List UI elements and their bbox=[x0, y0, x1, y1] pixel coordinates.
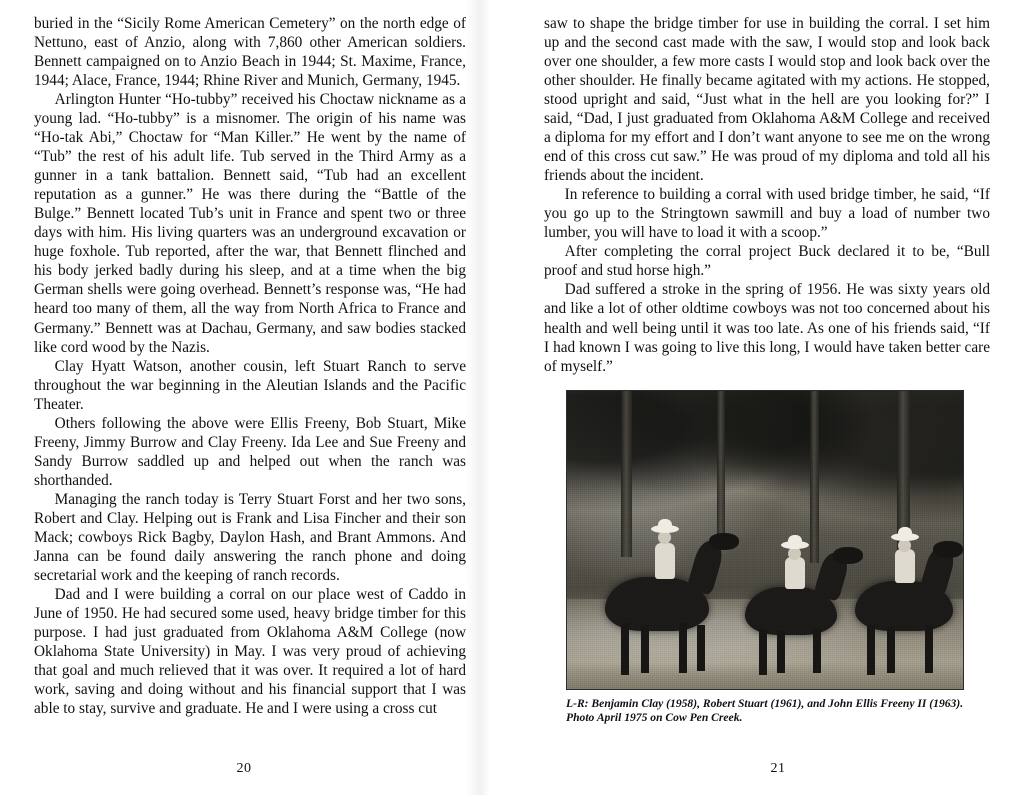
photo-horse-leg bbox=[887, 627, 895, 673]
photo-horse-head bbox=[709, 533, 739, 550]
right-page-body bbox=[544, 14, 990, 376]
photo-tree-trunk bbox=[621, 391, 632, 558]
photo-rider-hat-crown bbox=[788, 535, 802, 543]
paragraph: Dad and I were building a corral on our place west of Caddo in June of 1950. He had secured some used, heavy bridge timber for this purpose. I had just graduated from Oklahoma A&M College (now Oklahoma State University) in May. I was very proud of achieving that goal and much relieved that it was over. It required a lot of hard work, saving and doing without and his financial support that I was able to stay, survive and graduate. He and I were using a cross cut bbox=[34, 585, 466, 718]
photo-rider-torso bbox=[785, 557, 805, 589]
photo-block bbox=[544, 390, 990, 727]
photo-horse-leg bbox=[813, 629, 821, 673]
paragraph: Dad suffered a stroke in the spring of 1956. He was sixty years old and like a lot of other oldtime cowboys was not too concerned about his health and well being until it was too late. As one of his friends said, “If I had known I was going to live this long, I would have taken better care of myself.” bbox=[544, 281, 990, 375]
photo-horse-leg bbox=[759, 629, 767, 675]
photo-caption-line-1: L-R: Benjamin Clay (1958), Robert Stuart (1961), and John Ellis Freeny II (1963). bbox=[566, 696, 964, 710]
photo-horse-leg bbox=[867, 625, 875, 675]
paragraph: buried in the “Sicily Rome American Cemetery” on the north edge of Nettuno, east of Anzio, along with 7,860 other American soldiers. Bennett campaigned on to Anzio Beach in 1944; St. Maxime, France, 1944; Alace, France, 1944; Rhine River and Munich, Germany, 1945. bbox=[34, 15, 466, 90]
photo-rider-torso bbox=[895, 549, 915, 583]
page-number-left: 20 bbox=[236, 761, 252, 776]
page-number-right: 21 bbox=[770, 761, 786, 776]
photo-caption bbox=[566, 697, 966, 727]
photo-horse-leg bbox=[679, 623, 687, 673]
photo-tree-trunk bbox=[717, 391, 725, 540]
photo-horse-head bbox=[933, 541, 963, 558]
three-riders-on-horseback-photo bbox=[566, 390, 964, 690]
paragraph: In reference to building a corral with used bridge timber, he said, “If you go up to the Stringtown sawmill and buy a load of number two lumber, you will have to load it with a scoop.” bbox=[544, 186, 990, 242]
photo-horse-leg bbox=[621, 623, 629, 675]
paragraph: saw to shape the bridge timber for use in building the corral. I set him up and the second cast made with the saw, I would stop and look back over one shoulder, a few more casts I would stop and look back over the other shoulder. He finally became agitated with my actions. He stopped, stood upright and said, “Just what in the hell are you looking for?” I said, “Dad, I just graduated from Oklahoma A&M College and received a diploma for my effort and I don’t want anyone to see me on the wrong end of this cross cut saw.” He was proud of my diploma and told all his friends about the incident. bbox=[544, 15, 990, 185]
photo-horse-leg bbox=[777, 631, 785, 673]
right-page bbox=[532, 0, 1024, 795]
left-page bbox=[0, 0, 488, 795]
photo-tree-trunk bbox=[810, 391, 819, 564]
photo-horse-leg bbox=[641, 625, 649, 673]
photo-rider-hat-crown bbox=[898, 527, 912, 535]
photo-caption-line-2: Photo April 1975 on Cow Pen Creek. bbox=[566, 711, 743, 725]
left-page-body bbox=[34, 14, 466, 718]
photo-rider-torso bbox=[655, 543, 675, 579]
photo-rider-hat-crown bbox=[658, 519, 672, 527]
paragraph: Others following the above were Ellis Freeny, Bob Stuart, Mike Freeny, Jimmy Burrow and Clay Freeny. Ida Lee and Sue Freeny and Sandy Burrow saddled up and helped out when the ranch was shorthanded. bbox=[34, 414, 466, 489]
paragraph: Managing the ranch today is Terry Stuart Forst and her two sons, Robert and Clay. Helping out is Frank and Lisa Fincher and their son Mack; cowboys Rick Bagby, Daylon Hash, and Brant Ammons. And Janna can be found daily answering the ranch phone and doing secretarial work and the keeping of ranch records. bbox=[34, 490, 466, 584]
photo-horse-leg bbox=[697, 625, 705, 671]
photo-horse-head bbox=[833, 547, 863, 564]
paragraph: After completing the corral project Buck declared it to be, “Bull proof and stud horse high.” bbox=[544, 243, 990, 280]
spread-gutter bbox=[488, 0, 532, 795]
paragraph: Arlington Hunter “Ho-tubby” received his Choctaw nickname as a young lad. “Ho-tubby” is a misnomer. The origin of his name was “Ho-tak Abi,” Choctaw for “Man Killer.” He went by the name of “Tub” the rest of his adult life. Tub served in the Third Army as a gunner in a tank battalion. Bennett said, “Tub had an excellent reputation as a gunner.” He was there during the “Battle of the Bulge.” Bennett located Tub’s unit in France and spent two or three days with him. His living quarters was an underground excavation or huge foxhole. Tub reported, after the war, that Bennett flinched and his body jerked badly during his sleep, and at a time when the big German shells were going overhead. Bennett’s response was, “He had heard too many of them, all the way from North Africa to France and Germany.” Bennett was at Dachau, Germany, and saw bodies stacked like cord wood by the Nazis. bbox=[34, 91, 466, 356]
paragraph: Clay Hyatt Watson, another cousin, left Stuart Ranch to serve throughout the war beginning in the Aleutian Islands and the Pacific Theater. bbox=[34, 357, 466, 413]
photo-horse-leg bbox=[925, 625, 933, 673]
